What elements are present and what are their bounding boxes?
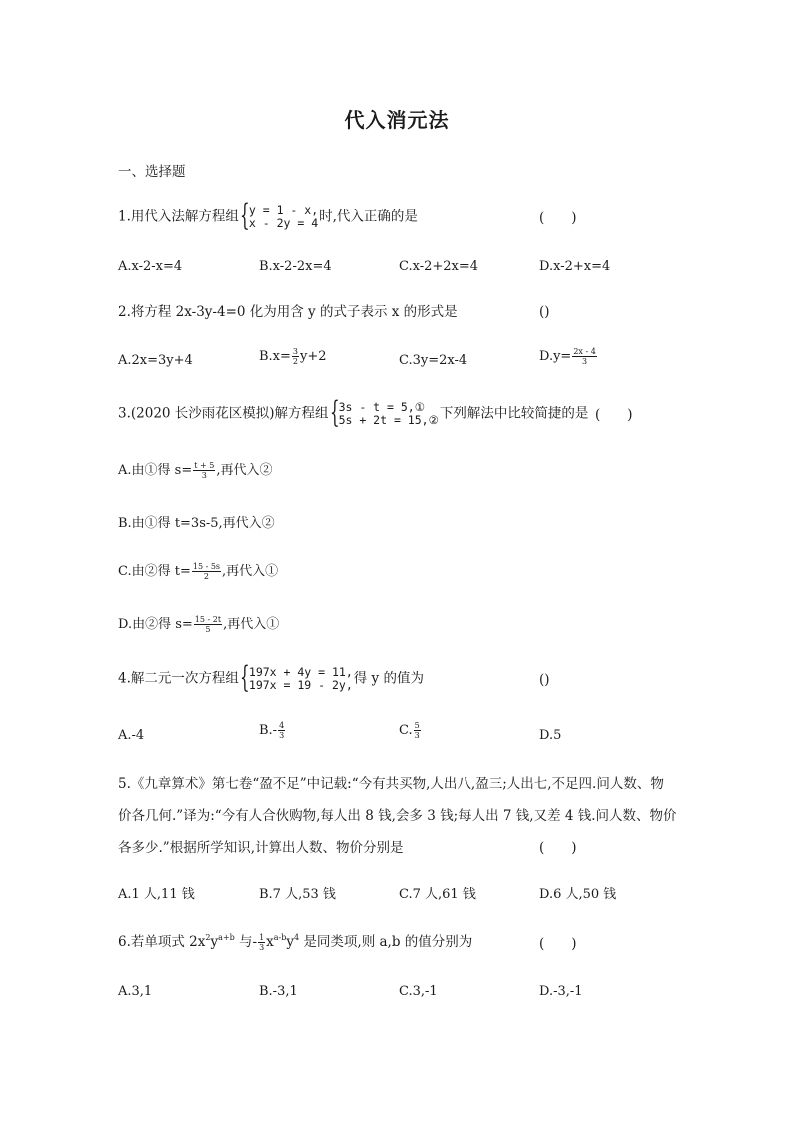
q1-option-d: D.x-2+x=4: [539, 259, 611, 274]
q5-option-b: B.7 人,53 钱: [259, 887, 336, 902]
q1-eq2: x - 2y = 4: [248, 216, 319, 230]
q4-option-b: B.- $\frac{4}{3}$: [259, 721, 285, 740]
q2-b-fraction: $\frac{3}{2}$: [292, 347, 299, 366]
q3-answer-paren: ( ): [595, 407, 633, 423]
q2-option-a: A.2x=3y+4: [118, 353, 193, 368]
q3-option-c: C.由②得 t= $\frac{15 - 5s}{2}$ ,再代入①: [118, 562, 279, 581]
q3-c-fraction: $\frac{15 - 5s}{2}$: [192, 562, 221, 581]
q3-a-fraction: $\frac{t + 5}{3}$: [194, 461, 215, 480]
q4-option-a: A.-4: [118, 728, 145, 743]
question-6-stem: 6.若单项式 $2x^2y^{a+b}$ 与- $\frac{1}{3}$ $x^{a-b}y^4$ 是同类项,则 a,b 的值分别为: [118, 933, 473, 952]
q4-option-c: C. $\frac{5}{3}$: [399, 721, 420, 740]
q5-answer-paren: ( ): [539, 840, 577, 856]
q3-option-d: D.由②得 s= $\frac{15 - 2t}{5}$ ,再代入①: [118, 615, 280, 634]
q6-option-b: B.-3,1: [259, 984, 298, 999]
q4-eq1: 197x + 4y = 11,: [248, 665, 353, 679]
question-1-stem: [118, 198, 418, 233]
q1-option-a: A.x-2-x=4: [118, 259, 183, 274]
q2-option-c: C.3y=2x-4: [399, 353, 468, 368]
q1-answer-paren: ( ): [539, 210, 577, 226]
q3-eq2: 5s + 2t = 15,②: [338, 413, 439, 427]
q4-c-fraction: $\frac{5}{3}$: [414, 721, 420, 740]
q6-fraction: $\frac{1}{3}$: [259, 933, 265, 952]
q1-option-c: C.x-2+2x=4: [399, 259, 479, 274]
q3-equation-system: { 3s - t = 5,① 5s + 2t = 15,②: [329, 395, 439, 430]
q1-eq1: y = 1 - x,: [248, 203, 319, 217]
q2-d-fraction: $\frac{2x - 4}{3}$: [573, 347, 596, 366]
q5-option-d: D.6 人,50 钱: [539, 887, 617, 902]
q1-prefix: 1.用代入法解方程组: [118, 208, 239, 225]
q1-option-b: B.x-2-2x=4: [259, 259, 332, 274]
q4-answer-paren: (): [539, 672, 550, 688]
q5-option-a: A.1 人,11 钱: [118, 887, 195, 902]
question-2-stem: 2.将方程 2x-3y-4=0 化为用含 y 的式子表示 x 的形式是: [118, 304, 458, 320]
q3-d-fraction: $\frac{15 - 2t}{5}$: [194, 615, 222, 634]
question-4-stem: 4.解二元一次方程组 { 197x + 4y = 11, 197x = 19 - 2y, 得 y 的值为: [118, 660, 424, 695]
q2-option-b: B.x= $\frac{3}{2}$ y+2: [259, 347, 327, 366]
q6-option-c: C.3,-1: [399, 984, 438, 999]
q3-option-b: B.由①得 t=3s-5,再代入②: [118, 516, 275, 531]
q6-option-d: D.-3,-1: [539, 984, 583, 999]
q1-equation-system: { y = 1 - x, x - 2y = 4: [239, 198, 319, 233]
q6-answer-paren: ( ): [539, 936, 577, 952]
q3-eq1: 3s - t = 5,①: [338, 400, 426, 414]
section-heading: 一、选择题: [118, 164, 186, 180]
question-3-stem: 3.(2020 长沙雨花区模拟)解方程组 { 3s - t = 5,① 5s + 2t = 15,② 下列解法中比较简捷的是: [118, 395, 589, 430]
q3-option-a: A.由①得 s= $\frac{t + 5}{3}$ ,再代入②: [118, 461, 273, 480]
q4-eq2: 197x = 19 - 2y,: [248, 678, 353, 692]
q2-answer-paren: (): [539, 304, 550, 320]
q2-option-d: D.y= $\frac{2x - 4}{3}$: [539, 347, 596, 366]
q5-option-c: C.7 人,61 钱: [399, 887, 476, 902]
question-5-line-1: 5.《九章算术》第七卷“盈不足”中记载:“今有共买物,人出八,盈三;人出七,不足四.问人数、物: [118, 776, 664, 792]
q4-equation-system: { 197x + 4y = 11, 197x = 19 - 2y,: [239, 660, 353, 695]
q4-option-d: D.5: [539, 728, 562, 743]
q6-option-a: A.3,1: [118, 984, 153, 999]
q4-b-fraction: $\frac{4}{3}$: [279, 721, 285, 740]
question-5-line-3: 各多少.”根据所学知识,计算出人数、物价分别是: [118, 840, 404, 856]
q1-suffix: 时,代入正确的是: [319, 208, 418, 225]
page-title: 代入消元法: [344, 108, 450, 132]
question-5-line-2: 价各几何.”译为:“今有人合伙购物,每人出 8 钱,会多 3 钱;每人出 7 钱,又差 4 钱.问人数、物价: [118, 808, 677, 824]
